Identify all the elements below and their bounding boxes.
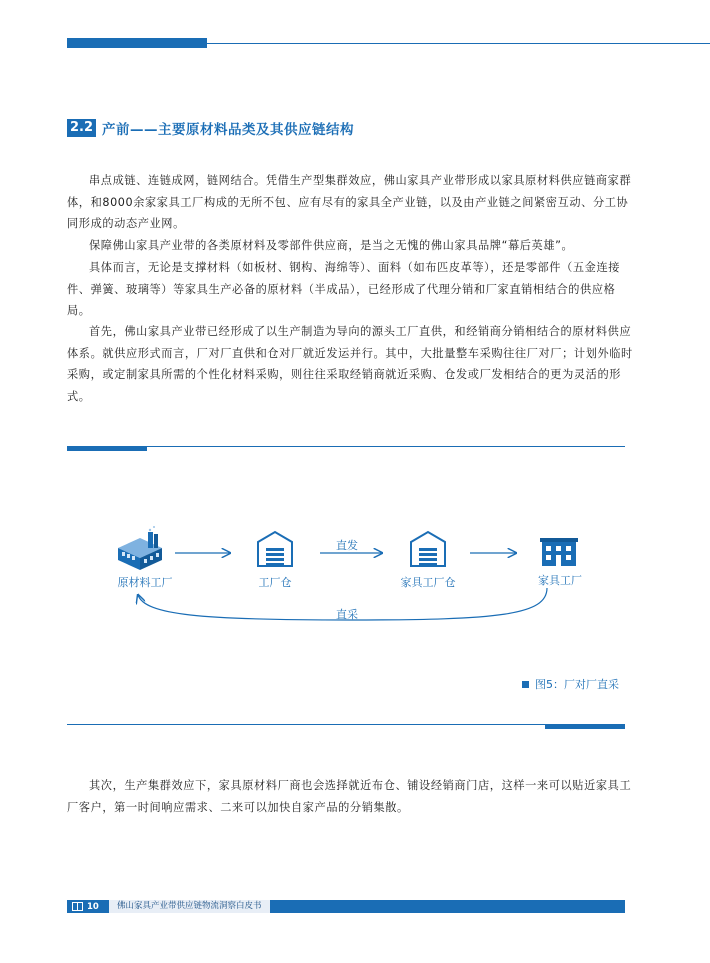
node-label-raw-material-factory: 原材料工厂 (117, 576, 173, 589)
furniture-factory-icon (540, 538, 578, 566)
figure-top-rule-accent (67, 447, 147, 451)
figure-caption-text: 图5：厂对厂直采 (535, 678, 619, 691)
paragraph-4: 首先，佛山家具产业带已经形成了以生产制造为导向的源头工厂直供，和经销商分销相结合的原材料供应体系。就供应形式而言，厂对厂直供和仓对厂就近发运并行。其中，大批量整车采购往往厂对厂；计划外临时采购，或定制家具所需的个性化材料采购，则往往采取经销商就近采购、仓发或厂发相结合的更为灵活的形式。 (67, 325, 633, 403)
node-label-furniture-factory: 家具工厂 (538, 574, 582, 587)
caption-square-icon (522, 681, 529, 688)
node-label-factory-warehouse: 工厂仓 (258, 576, 292, 589)
figure-bottom-rule-accent (545, 725, 625, 729)
furniture-factory-warehouse-icon (411, 532, 445, 566)
node-label-furniture-factory-warehouse: 家具工厂仓 (400, 576, 456, 589)
closing-paragraph: 其次，生产集群效应下，家具原材料厂商也会选择就近布仓、铺设经销商门店，这样一来可以贴近家具工厂客户，第一时间响应需求、二来可以加快自家产品的分销集散。 (67, 779, 632, 814)
section-title: 产前——主要原材料品类及其供应链结构 (102, 122, 355, 138)
header-rule-thick (67, 38, 207, 48)
label-direct-purchase: 直采 (336, 608, 358, 621)
paragraph-3: 具体而言，无论是支撑材料（如板材、钢构、海绵等）、面料（如布匹皮革等），还是零部件（五金连接件、弹簧、玻璃等）等家具生产必备的原材料（半成品），已经形成了代理分销和厂家直销相结合的供应格局。 (67, 261, 621, 317)
section-heading (67, 118, 354, 138)
section-number: 2.2 (67, 119, 96, 137)
figure-bottom-rule (67, 724, 625, 725)
raw-material-factory-icon (118, 526, 162, 570)
page-number: 10 (87, 901, 99, 912)
factory-warehouse-icon (258, 532, 292, 566)
figure-caption (522, 676, 619, 692)
figure-top-rule (67, 446, 625, 447)
footer (67, 900, 270, 913)
label-direct-ship: 直发 (336, 539, 358, 552)
footer-title: 佛山家具产业带供应链物流洞察白皮书 (109, 900, 270, 913)
book-icon (72, 902, 83, 911)
paragraph-2: 保障佛山家具产业带的各类原材料及零部件供应商，是当之无愧的佛山家具品牌“幕后英雄”。 (89, 239, 574, 252)
paragraph-1: 串点成链、连链成网，链网结合。凭借生产型集群效应，佛山家具产业带形成以家具原材料供应链商家群体，和8000余家家具工厂构成的无所不包、应有尽有的家具全产业链，以及由产业链之间紧密互动、分工协同形成的动态产业网。 (67, 174, 632, 230)
header-rule-thin (207, 43, 710, 44)
